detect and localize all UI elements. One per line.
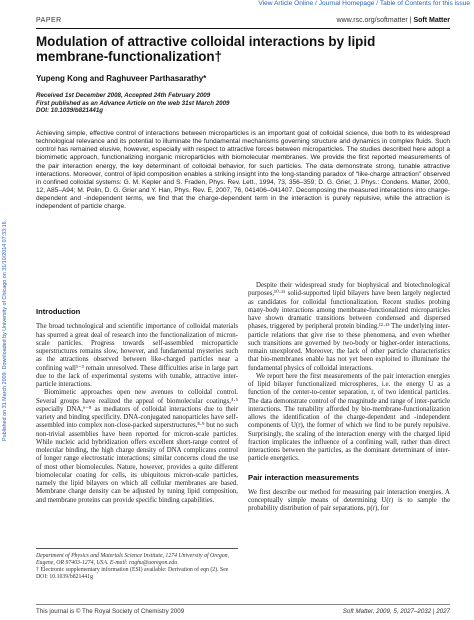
article-title: Modulation of attractive colloidal interactions by lipid membrane-functionalization† (36, 34, 376, 64)
link-separator: / (313, 0, 319, 7)
toc-link[interactable]: Table of Contents for this issue (379, 0, 470, 7)
view-online-link[interactable]: View Article Online (258, 0, 314, 7)
journal-url[interactable]: www.rsc.org/softmatter (336, 17, 408, 24)
left-column (36, 308, 238, 505)
esi-note: † Electronic supplementary information (ESI) available: Derivation of eqn (2). See DOI: 10.1039/b821441g (36, 567, 229, 580)
intro-paragraph-1: The broad technological and scientific importance of colloidal materials has spurred a great deal of research into the functionalization of micron-scale particles. Progress towards self-assembled microparticle superstructures remains slow, however, and fundamental mysteries such as the attractions observed between like-charged particles near a confining wall¹⁻³ remain unresolved. These difficulties arise in large part due to the lack of experimental systems with tunable, attractive inter-particle interactions. (36, 323, 238, 388)
doi[interactable]: DOI: 10.1039/b821441g (36, 107, 104, 115)
journal-name: Soft Matter (413, 17, 450, 24)
right-column (248, 282, 450, 514)
right-paragraph-3: We first describe our method for measuring pair interaction energies. A conceptually simple means of determining U(r) is to sample the probability distribution of pair separations, p(r), for (248, 488, 450, 513)
abstract: Achieving simple, effective control of interactions between microparticles is an important goal of colloidal science, due both to its widespread technological relevance and its potential to illuminate the fundamental mechanisms governing structure and dynamics in complex fluids. Such control has remained elusive, however, especially with respect to attractive forces between microparticles. The studies described here adopt a biomimetic approach, functionalizing inorganic microparticles with biomolecular membranes. We provide the first reported measurements of the pair interaction energy, the key determinant of colloidal behavior, for such particles. The data demonstrate strong, tunable attractive interactions. Moreover, control of lipid composition enables a striking insight into the long-standing paradox of “like-charge attraction” observed in confined colloidal systems: G. M. Kepler and S. Fraden, Phys. Rev. Lett., 1994, 73, 356–359; D. G. Grier, J. Phys.: Condens. Matter, 2000, 12, A85–A94; M. Polin, D. G. Grier and Y. Han, Phys. Rev. E, 2007, 76, 041406–041407. Decomposing the measured interactions into charge-dependent and -independent terms, we find that the charge-dependent term in the interaction is purely repulsive, while the attraction is independent of particle charge. (36, 130, 450, 211)
copyright: This journal is © The Royal Society of Chemistry 2009 (36, 608, 185, 615)
download-notice: Published on 31 March 2009. Downloaded by University of Chicago on 31/10/2014 07:33:16. (2, 219, 8, 441)
right-paragraph-1: Despite their widespread study for biophysical and biotechnological purposes,¹⁰·¹¹ solid-supported lipid bilayers have been largely neglected as candidates for colloidal functionalization. Recent studies probing many-body interactions among membrane-functionalized microparticles have shown dramatic transitions between condensed and dispersed phases, triggered by peripheral protein binding.¹²·¹³ The underlying inter-particle relations that give rise to these phenomena, and even whether such transitions are governed by two-body or higher-order interactions, remain unexplored. Moreover, the lack of other particle characteristics that bio-membranes enable has not yet been exploited to illuminate the fundamental physics of colloidal interactions. (248, 282, 450, 372)
intro-paragraph-2: Biomimetic approaches open new avenues to colloidal control. Several groups have realized the appeal of biomolecular coatings,⁴·⁵ especially DNA,⁶⁻⁸ as mediators of colloidal interactions due to their variety and binding specificity. DNA-conjugated nanoparticles have self-assembled into complex non-close-packed superstructures,⁸·⁹ but no such non-trivial assemblies have been reported for micron-scale particles. While nucleic acid hybridization offers excellent short-range control of molecular binding, the high charge density of DNA complicates control of longer range electrostatic interactions; similar concerns cloud the use of most other biomolecules. Nature, however, provides a quite different biomolecular coating for cells, its ubiquitous micron-scale particles, namely the lipid bilayers on which all cellular membranes are based. Membrane charge density can be adjusted by tuning lipid composition, and membrane proteins can provide specific binding capabilities. (36, 389, 238, 504)
page-header (36, 14, 450, 29)
top-links (160, 0, 470, 7)
journal-header (337, 17, 450, 24)
journal-homepage-link[interactable]: Journal Homepage (318, 0, 375, 7)
link-separator: / (374, 0, 380, 7)
section-label: PAPER (36, 17, 62, 24)
article-dates (36, 92, 229, 115)
intro-heading: Introduction (36, 307, 81, 316)
department: Department of Physics and Materials Science Institute, 1274 University of Oregon, Eugene, OR 97403-1274, USA. E-mail: raghu@uoregon.edu (36, 553, 229, 566)
published-date: First published as an Advance Article on the web 31st March 2009 (36, 99, 230, 107)
page-footer (36, 604, 450, 615)
header-divider: | (407, 17, 414, 24)
right-paragraph-2: We report here the first measurements of the pair interaction energies of lipid bilayer functionalized microspheres, i.e. the energy U as a function of the center-to-center separation, r, of two identical particles. The data demonstrate control of the magnitude and range of inter-particle interactions. The tunability afforded by bio-membrane-functionalization allows the identification of the charge-dependent and -independent components of U(r), the former of which we find to be purely repulsive. Surprisingly, the scaling of the interaction energy with the charged lipid fraction implicates the influence of a confining wall, rather than direct interactions between the particles, as the dominant determinant of inter-particle energetics. (248, 372, 450, 463)
affiliation-note (36, 548, 238, 581)
pair-interaction-heading: Pair interaction measurements (248, 472, 359, 482)
article-authors: Yupeng Kong and Raghuveer Parthasarathy* (36, 74, 207, 83)
received-date: Received 1st December 2008, Accepted 24th February 2009 (36, 92, 211, 99)
citation: Soft Matter, 2009, 5, 2027–2032 | 2027 (342, 608, 450, 615)
